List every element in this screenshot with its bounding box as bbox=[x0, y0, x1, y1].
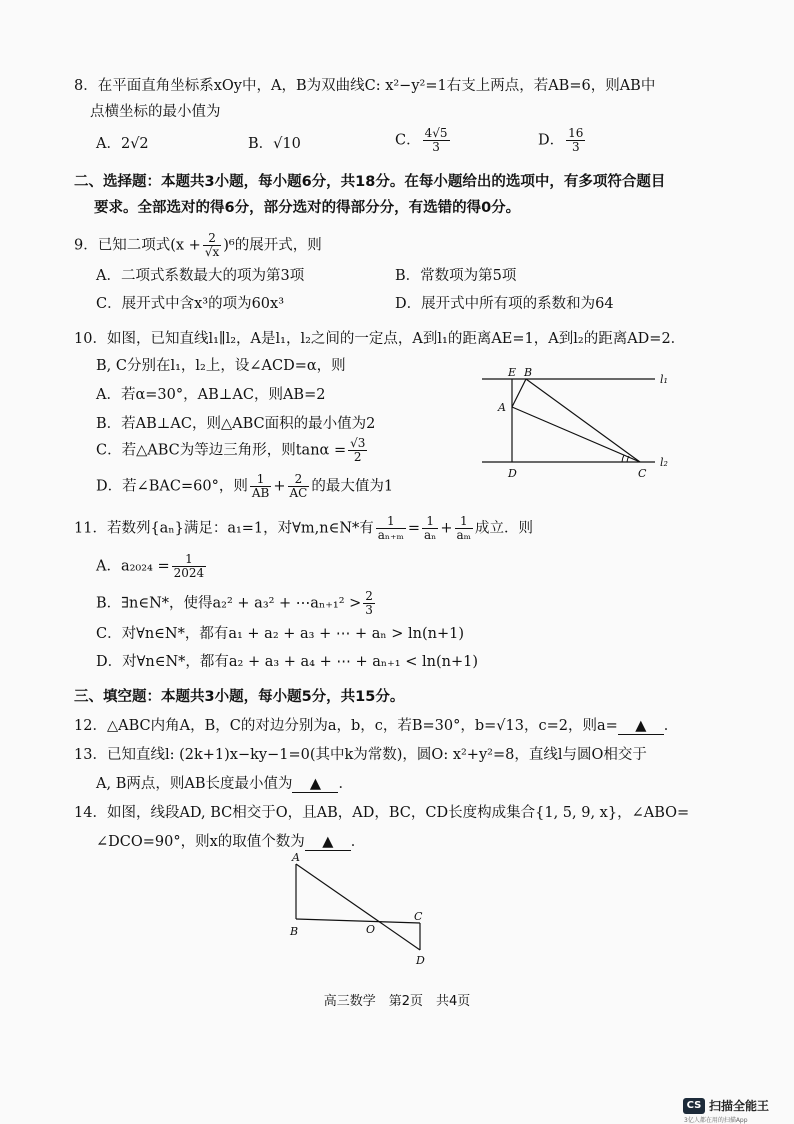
q14-segment-ad bbox=[296, 864, 420, 950]
q10-label-d: D bbox=[508, 467, 517, 480]
q10-label-l2: l₂ bbox=[660, 456, 668, 469]
q12-stem: 12．△ABC内角A，B，C的对边分别为a，b，c，若B=30°，b=√13，c=2，则a= ▲ ． bbox=[74, 718, 679, 734]
q8-option-a: A．2√2 bbox=[96, 136, 149, 152]
q8-line1: 8．在平面直角坐标系xOy中，A，B为双曲线C: x²−y²=1右支上两点，若AB=6，则AB中 bbox=[74, 78, 656, 94]
q10-option-b: B．若AB⊥AC，则△ABC面积的最小值为2 bbox=[96, 416, 376, 432]
section2-line2: 要求。全部选对的得6分，部分选对的得部分分，有选错的得0分。 bbox=[94, 200, 521, 216]
q14-line2: ∠DCO=90°，则x的取值个数为 ▲ ． bbox=[96, 834, 366, 850]
q10-label-c: C bbox=[638, 467, 647, 480]
q10-option-c: C．若△ABC为等边三角形，则tanα = $\frac{√3}{2}$ bbox=[96, 436, 366, 464]
q11-option-a: A．a₂₀₂₄ = $\frac{1}{2024}$ bbox=[96, 552, 205, 580]
scanner-app-tagline: 3亿人都在用的扫描App bbox=[684, 1117, 748, 1124]
q13-answer-blank: ▲ bbox=[292, 776, 338, 793]
page-footer: 高三数学 第2页 共4页 bbox=[323, 994, 471, 1009]
section2-line1: 二、选择题：本题共3小题，每小题6分，共18分。在每小题给出的选项中，有多项符合题目 bbox=[74, 174, 666, 190]
q8-line2: 点横坐标的最小值为 bbox=[90, 104, 221, 120]
q11-option-c: C．对∀n∈N*，都有a₁ + a₂ + a₃ + ⋯ + aₙ > ln(n+1) bbox=[96, 626, 464, 642]
q9-option-a: A．二项式系数最大的项为第3项 bbox=[96, 268, 305, 284]
q8-option-b: B．√10 bbox=[248, 136, 301, 152]
q13-line2: A, B两点，则AB长度最小值为 ▲ ． bbox=[96, 776, 353, 792]
q14-answer-blank: ▲ bbox=[305, 834, 351, 851]
q14-label-d: D bbox=[416, 954, 425, 967]
q14-label-o: O bbox=[366, 923, 376, 936]
q10-label-a: A bbox=[498, 401, 506, 414]
q14-segment-bc bbox=[296, 919, 420, 923]
camscanner-logo-icon: CS bbox=[683, 1098, 705, 1114]
q10-option-a: A．若α=30°，AB⊥AC，则AB=2 bbox=[96, 387, 326, 403]
q10-line1: 10．如图，已知直线l₁∥l₂，A是l₁，l₂之间的一定点，A到l₁的距离AE=1，A到l₂的距离AD=2． bbox=[74, 331, 686, 347]
q13-line1: 13．已知直线l: (2k+1)x−ky−1=0(其中k为常数)，圆O: x²+y²=8，直线l与圆O相交于 bbox=[74, 747, 647, 763]
q14-figure bbox=[280, 850, 440, 970]
q10-angle-mark bbox=[622, 455, 624, 462]
section3-line1: 三、填空题：本题共3小题，每小题5分，共15分。 bbox=[74, 689, 405, 705]
scanner-app-name: 扫描全能王 bbox=[709, 1099, 770, 1113]
q9-option-b: B．常数项为第5项 bbox=[395, 268, 517, 284]
q14-line1: 14．如图，线段AD, BC相交于O，且AB，AD，BC，CD长度构成集合{1, 5, 9, x}，∠ABO= bbox=[74, 805, 690, 821]
q10-label-e: E bbox=[508, 366, 517, 379]
q9-option-c: C．展开式中含x³的项为60x³ bbox=[96, 296, 285, 312]
q12-answer-blank: ▲ bbox=[618, 718, 664, 735]
q10-label-l1: l₁ bbox=[660, 373, 668, 386]
q14-label-b: B bbox=[290, 925, 299, 938]
q10-label-b: B bbox=[524, 366, 533, 379]
q14-label-c: C bbox=[414, 910, 423, 923]
q11-option-b: B．∃n∈N*，使得a₂² + a₃² + ⋯aₙ₊₁² > $\frac{2}{3}$ bbox=[96, 589, 373, 617]
q9-option-d: D．展开式中所有项的系数和为64 bbox=[395, 296, 614, 312]
q10-line2: B, C分别在l₁，l₂上，设∠ACD=α，则 bbox=[96, 358, 346, 374]
q9-stem: 9．已知二项式(x + $\frac{2}{√x}$ )⁶的展开式，则 bbox=[74, 231, 322, 259]
q10-segment-ab bbox=[512, 379, 526, 407]
q11-stem: 11．若数列{aₙ}满足：a₁=1，对∀m,n∈N*有 $\frac{1}{\text{aₙ₊ₘ}}$ = $\frac{1}{\text{aₙ}}$ + $\frac{1}{\text{aₘ}}$ 成立．则 bbox=[74, 514, 534, 542]
q11-option-d: D．对∀n∈N*，都有a₂ + a₃ + a₄ + ⋯ + aₙ₊₁ < ln(n+1) bbox=[96, 654, 478, 670]
q10-option-d: D．若∠BAC=60°，则 $\frac{1}{AB}$ + $\frac{2}{AC}$ 的最大值为1 bbox=[96, 472, 394, 500]
q10-figure bbox=[470, 362, 680, 484]
q8-option-c: C． $\frac{4√5}{3}$ bbox=[395, 126, 448, 154]
q8-option-d: D． $\frac{16}{3}$ bbox=[538, 126, 584, 154]
q14-label-a: A bbox=[292, 851, 300, 864]
